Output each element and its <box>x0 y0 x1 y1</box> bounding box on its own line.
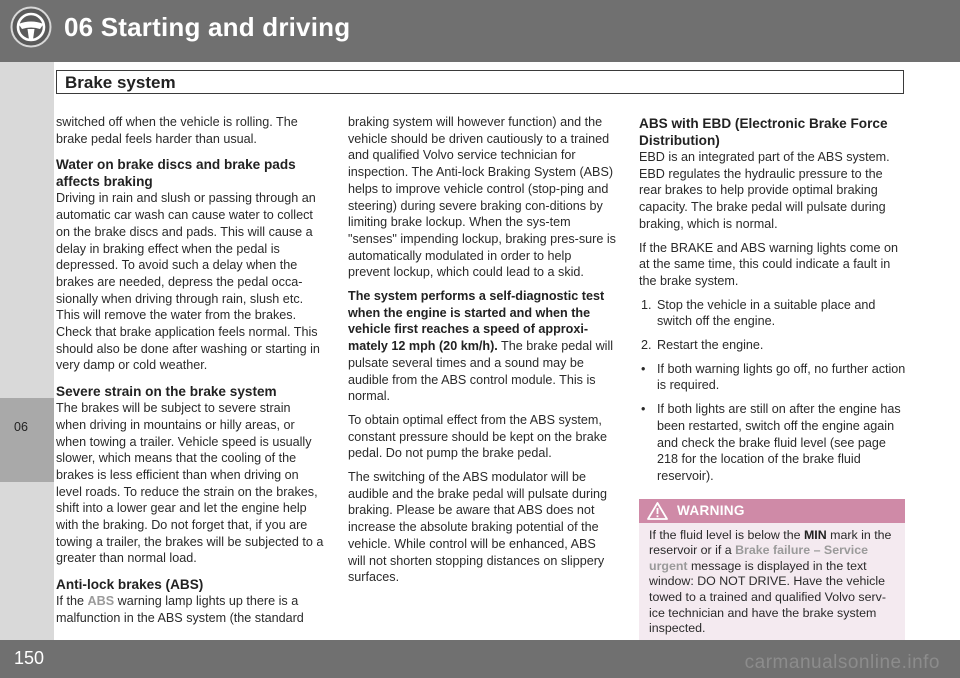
paragraph-intro: switched off when the vehicle is rolling. The brake pedal feels harder than usual. <box>56 115 298 146</box>
warning-triangle-icon <box>647 502 668 520</box>
heading-abs-ebd: ABS with EBD (Electronic Brake Force Distribution) <box>639 116 888 148</box>
paragraph-brake-abs-lights: If the BRAKE and ABS warning lights come on at the same time, this could indicate a fault in the brake system. <box>639 240 899 288</box>
chapter-tab-label: 06 <box>14 420 28 434</box>
warning-message-keyword: Brake failure – Service urgent <box>649 543 869 573</box>
warning-text-part: If the fluid level is below the <box>649 527 804 542</box>
paragraph-self-diagnostic <box>348 288 616 405</box>
list-item <box>639 401 907 485</box>
list-item <box>639 297 907 330</box>
list-item-text: If both lights are still on after the engine has been restarted, switch off the engine again and check the brake fluid level (see page 218 for the location of the brake fluid reservoir). <box>657 402 901 483</box>
warning-title: WARNING <box>677 502 745 518</box>
warning-text <box>639 523 905 637</box>
list-item <box>639 337 907 354</box>
heading-severe-strain: Severe strain on the brake system <box>56 384 277 400</box>
warning-min-keyword: MIN <box>803 527 827 542</box>
paragraph-abs-continued: braking system will however function) and the vehicle should be driven cautiously to a trained and qualified Volvo service technician for inspection. The Anti-lock Braking System (ABS) helps to improve vehicle control (stop-ping and steering) during severe braking con-ditions by limiting brake lockup. When the sys-tem "senses" impending lockup, braking pres-sure is automatically modulated in order to help prevent lockup, which could lead to a skid. <box>348 115 616 280</box>
list-marker: • <box>641 361 646 376</box>
warning-text-part: mark in the reservoir or if a <box>649 527 892 558</box>
chapter-side-tab <box>0 398 54 482</box>
paragraph-water-on-brakes: Driving in rain and slush or passing through an automatic car wash can cause water to collect on the brake discs and pads. This will cause a delay in braking effect when the pedal is depressed. To avoid such a delay when the brakes are needed, depress the pedal occa-sionally when driving through rain, slush etc. This will remove the water from the brakes. Check that brake application feels normal. This should also be done after washing or starting in very damp or cold weather. <box>56 191 320 373</box>
chapter-side-strip <box>0 62 54 640</box>
procedure-list <box>639 297 907 485</box>
paragraph-abs-modulator: The switching of the ABS modulator will be audible and the brake pedal will pulsate during braking. Please be aware that ABS does not increase the absolute braking potential of the vehicle. While control will be enhanced, ABS will not shorten stopping distances on slippery surfaces. <box>348 470 608 585</box>
list-item <box>639 361 907 394</box>
abs-text-pre: If the <box>56 594 88 609</box>
warning-header <box>639 499 905 523</box>
self-diagnostic-bold: The system performs a self-diagnostic test when the engine is started and when the vehicle first reaches a speed of approxi-mately 12 mph (20 km/h). <box>348 289 605 354</box>
watermark: carmanualsonline.info <box>744 652 940 673</box>
heading-water-on-brakes: Water on brake discs and brake pads affects braking <box>56 157 296 190</box>
page-number: 150 <box>14 648 45 668</box>
text-column-left <box>56 114 324 634</box>
paragraph-optimal-effect: To obtain optimal effect from the ABS system, constant pressure should be kept on the brake pedal. Do not pump the brake pedal. <box>348 412 608 461</box>
paragraph-abs <box>56 593 324 626</box>
heading-abs: Anti-lock brakes (ABS) <box>56 577 204 593</box>
text-column-right <box>639 114 907 643</box>
warning-box <box>639 499 905 643</box>
text-column-middle <box>348 114 616 593</box>
chapter-title: 06 Starting and driving <box>64 12 351 42</box>
paragraph-severe-strain: The brakes will be subject to severe strain when driving in mountains or hilly areas, or when towing a trailer. Vehicle speed is usually slower, which means that the cooling of the brakes is less efficient than when driving on level roads. To reduce the strain on the brakes, shift into a lower gear and let the engine help with the braking. Do not forget that, if you are towing a trailer, the brakes will be subjected to a greater than normal load. <box>56 401 324 566</box>
warning-text-part: message is displayed in the text window: DO NOT DRIVE. Have the vehicle towed to a trained and qualified Volvo serv-ice technician and have the brake system inspected. <box>649 558 886 636</box>
abs-text-post: warning lamp lights up there is a malfunction in the ABS system (the standard <box>56 594 304 625</box>
list-item-text: Stop the vehicle in a suitable place and switch off the engine. <box>657 297 876 329</box>
paragraph-ebd: EBD is an integrated part of the ABS system. EBD regulates the hydraulic pressure to the rear brakes to help provide optimal braking capacity. The brake pedal will pulsate during braking, which is normal. <box>639 150 890 231</box>
list-item-text: If both warning lights go off, no further action is required. <box>657 361 906 393</box>
list-item-text: Restart the engine. <box>657 338 764 353</box>
self-diagnostic-rest: The brake pedal will pulsate several times and a sound may be audible from the ABS control module. This is normal. <box>348 339 614 404</box>
list-marker: 2. <box>641 338 652 353</box>
list-marker: • <box>641 402 646 417</box>
steering-wheel-icon <box>10 6 52 48</box>
section-title-bar <box>56 70 904 94</box>
abs-keyword: ABS <box>87 594 115 609</box>
section-title: Brake system <box>65 73 176 92</box>
list-marker: 1. <box>641 297 652 312</box>
